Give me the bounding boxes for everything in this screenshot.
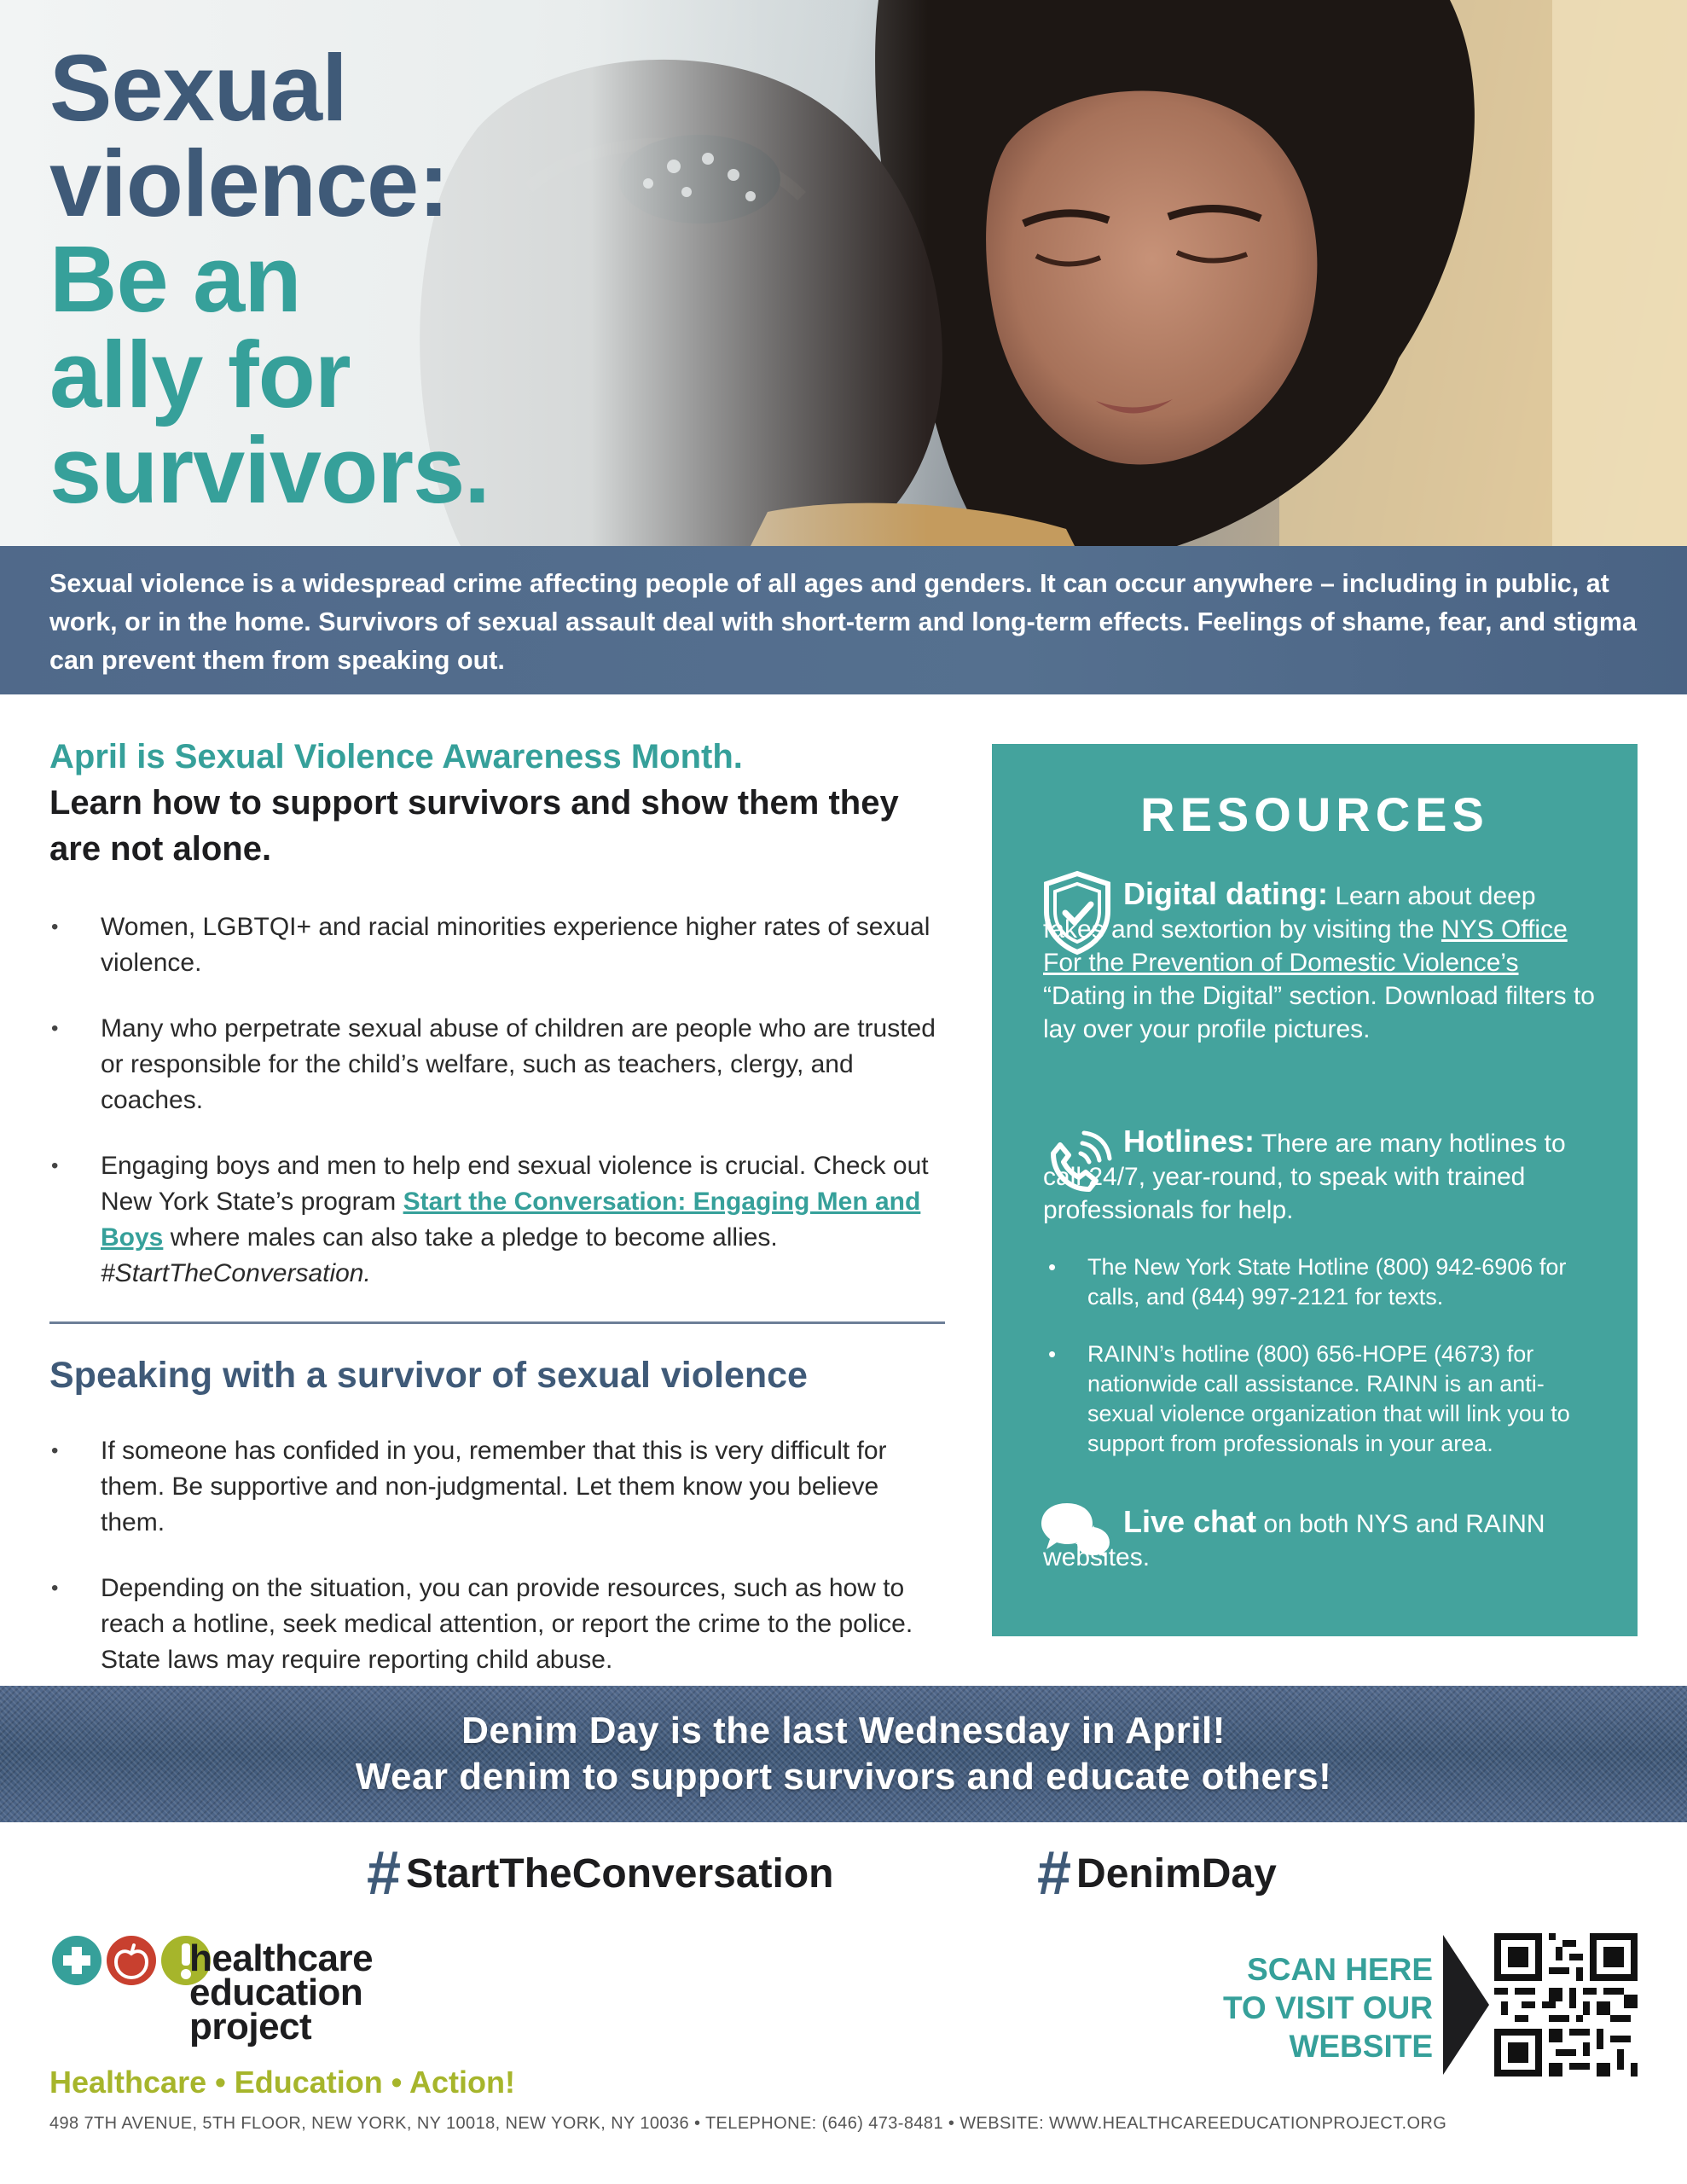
awareness-heading: April is Sexual Violence Awareness Month. <box>49 738 743 775</box>
scan-cta-line: WEBSITE <box>1289 2029 1433 2064</box>
intro-text: Sexual violence is a widespread crime affecting people of all ages and genders. It can occur anywhere – including in public, at work, or in the home. Survivors of sexual assault deal with short-term and long-term effects. Feelings of shame, fear, and stigma can prevent them from speaking out. <box>49 569 1637 675</box>
hero-title-line: violence: <box>49 131 449 236</box>
awareness-subheading: Learn how to support survivors and show them they are not alone. <box>49 784 899 868</box>
digital-dating-label: Digital dating: <box>1123 876 1328 911</box>
speaking-heading: Speaking with a survivor of sexual violence <box>49 1355 808 1396</box>
scan-cta-line: SCAN HERE <box>1247 1952 1433 1987</box>
qr-code-icon[interactable] <box>1494 1933 1638 2077</box>
hash-icon: # <box>367 1839 402 1908</box>
list-item-text: If someone has confided in you, remember that this is very difficult for them. Be supportive and non-judgmental. Let them know you believe them. <box>101 1437 887 1536</box>
list-item <box>49 1433 945 1541</box>
hashtag-label: DenimDay <box>1076 1850 1277 1896</box>
resources-panel <box>992 744 1638 1636</box>
hotlines-block <box>1043 1124 1597 1227</box>
hero-title <box>49 36 490 523</box>
denim-day-line: Denim Day is the last Wednesday in April! <box>461 1710 1226 1751</box>
hashtag-label: StartTheConversation <box>406 1850 834 1896</box>
logo-text-line: education <box>189 1972 363 2013</box>
awareness-list <box>49 909 945 1292</box>
list-item-text: where males can also take a pledge to become allies. <box>163 1223 778 1252</box>
list-item-text: Depending on the situation, you can provide resources, such as how to reach a hotline, seek medical attention, or report the crime to the police. State laws may require reporting child abuse. <box>101 1574 913 1674</box>
intro-band <box>0 546 1687 694</box>
hotline-text: RAINN’s hotline (800) 656-HOPE (4673) for nationwide call assistance. RAINN is an anti-sexual violence organization that will link you to support from professionals in your area. <box>1087 1341 1570 1456</box>
hotline-text: The New York State Hotline (800) 942-6906 for calls, and (844) 997-2121 for texts. <box>1087 1254 1567 1310</box>
main-column <box>49 734 945 1708</box>
hero-title-line: survivors. <box>49 418 490 523</box>
hero-title-line: Be an <box>49 227 301 332</box>
list-item-text: Engaging boys and men to help end sexual violence is crucial. Check out New York State’s program <box>101 1152 929 1216</box>
hash-icon: # <box>1037 1839 1072 1908</box>
logo-text-line: project <box>189 2006 312 2048</box>
hotlines-text: There are many hotlines to call 24/7, year-round, to speak with trained professionals for help. <box>1043 1130 1566 1224</box>
nys-opdv-link[interactable]: NYS Office For the Prevention of Domestic Violence’s <box>1043 915 1568 977</box>
start-the-conversation-link[interactable]: Start the Conversation: Engaging Men and Boys <box>101 1188 921 1252</box>
section-divider <box>49 1321 945 1324</box>
list-item <box>1043 1252 1606 1312</box>
scan-cta <box>1211 1950 1433 2065</box>
speaking-list <box>49 1433 945 1678</box>
list-item-text: Women, LGBTQI+ and racial minorities experience higher rates of sexual violence. <box>101 913 930 977</box>
tagline: Healthcare • Education • Action! <box>49 2065 515 2100</box>
digital-dating-text: “Dating in the Digital” section. Download filters to lay over your profile pictures. <box>1043 982 1595 1043</box>
hero-banner <box>0 0 1687 546</box>
hashtag-text: #StartTheConversation. <box>101 1259 371 1287</box>
contact-address: 498 7TH AVENUE, 5TH FLOOR, NEW YORK, NY 10018, NEW YORK, NY 10036 • TELEPHONE: (646) 473-8481 • WEBSITE: WWW.HEALTHCAREEDUCATIONPROJECT.ORG <box>49 2114 1447 2133</box>
hotlines-label: Hotlines: <box>1123 1124 1255 1159</box>
denim-day-line: Wear denim to support survivors and educate others! <box>355 1756 1332 1798</box>
live-chat-block <box>1043 1505 1597 1574</box>
resources-title: RESOURCES <box>1140 787 1489 841</box>
hashtag-denim-day <box>1037 1839 1277 1908</box>
logo-text-line: healthcare <box>189 1937 374 1979</box>
list-item-text: Many who perpetrate sexual abuse of children are people who are trusted or responsible for the child’s welfare, such as teachers, clergy, and coaches. <box>101 1014 936 1114</box>
live-chat-text: on both NYS and RAINN websites. <box>1043 1510 1545 1571</box>
hero-title-line: ally for <box>49 322 351 427</box>
digital-dating-block <box>1043 877 1597 1046</box>
list-item <box>1043 1339 1606 1459</box>
list-item <box>49 1571 945 1678</box>
live-chat-label: Live chat <box>1123 1504 1257 1539</box>
arrow-right-icon <box>1443 1935 1491 2075</box>
hotlines-list <box>1043 1252 1606 1486</box>
list-item <box>49 909 945 981</box>
digital-dating-text: Learn about deep fakes and sextortion by visiting the <box>1043 882 1536 944</box>
hep-logo-wordmark <box>189 1937 374 2048</box>
hashtag-start-the-conversation <box>367 1839 834 1908</box>
list-item <box>49 1148 945 1292</box>
list-item <box>49 1011 945 1118</box>
scan-cta-line: TO VISIT OUR <box>1222 1990 1433 2025</box>
hero-title-line: Sexual <box>49 36 347 141</box>
denim-day-banner <box>0 1686 1687 1822</box>
